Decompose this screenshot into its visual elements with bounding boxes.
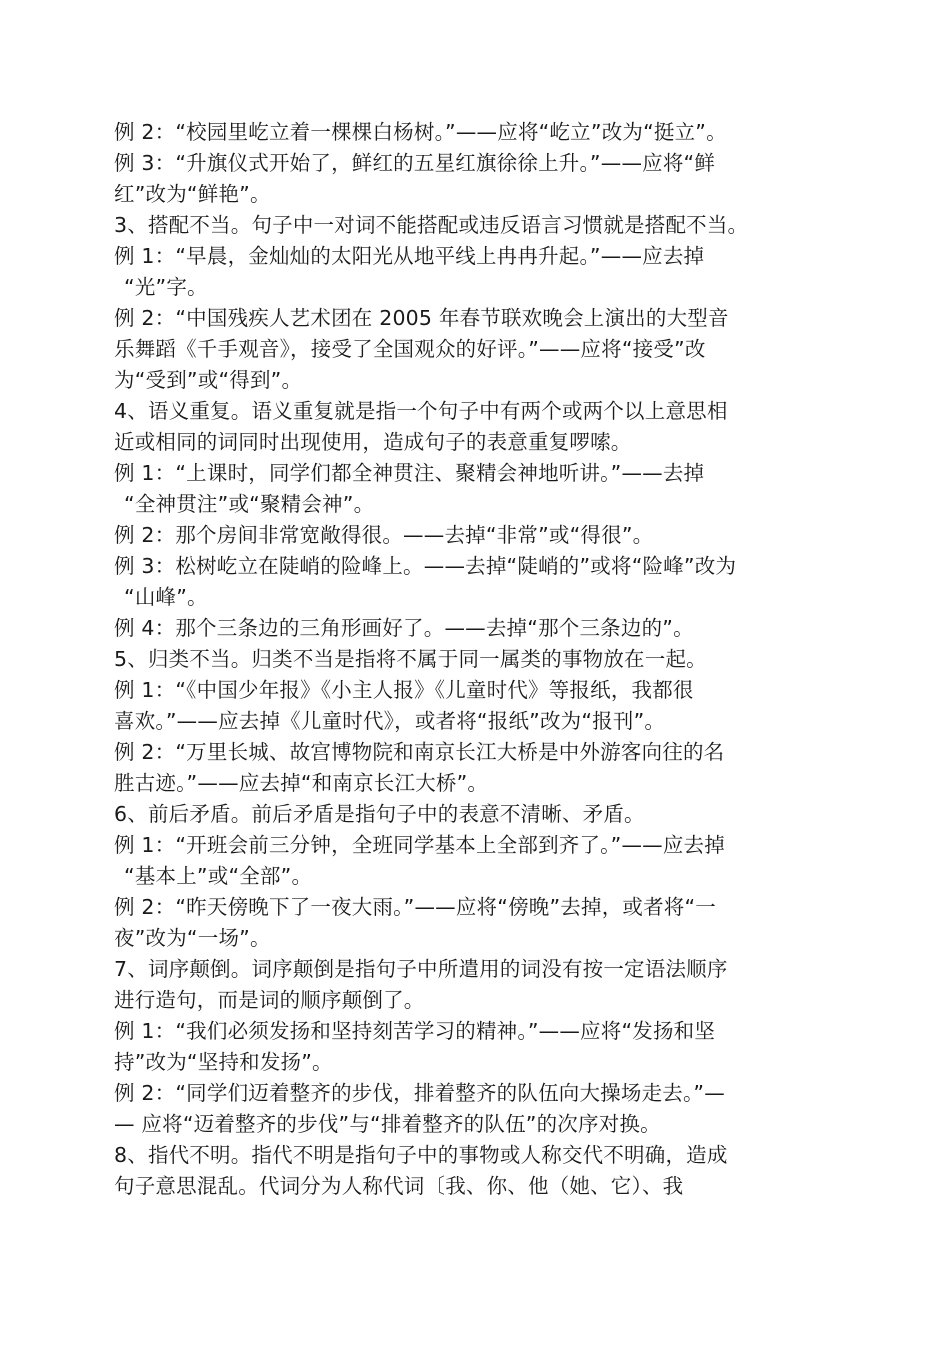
text-line: 例 2：“校园里屹立着一棵棵白杨树。”——应将“屹立”改为“挺立”。 <box>114 120 727 144</box>
text-line: “全神贯注”或“聚精会神”。 <box>124 492 375 516</box>
text-line: 为“受到”或“得到”。 <box>114 368 303 392</box>
text-line: 红”改为“鲜艳”。 <box>114 182 271 206</box>
text-line: 进行造句，而是词的顺序颠倒了。 <box>114 988 425 1012</box>
text-line: 8、指代不明。指代不明是指句子中的事物或人称交代不明确，造成 <box>114 1143 728 1167</box>
text-line: 例 1：“开班会前三分钟，全班同学基本上全部到齐了。”——应去掉 <box>114 833 725 857</box>
text-line: — 应将“迈着整齐的步伐”与“排着整齐的队伍”的次序对换。 <box>114 1112 661 1136</box>
text-line: 6、前后矛盾。前后矛盾是指句子中的表意不清晰、矛盾。 <box>114 802 645 826</box>
text-line: “基本上”或“全部”。 <box>124 864 313 888</box>
text-line: 句子意思混乱。代词分为人称代词〔我、你、他（她、它）、我 <box>114 1174 684 1198</box>
text-line: 胜古迹。”——应去掉“和南京长江大桥”。 <box>114 771 489 795</box>
text-line: 例 2：那个房间非常宽敞得很。——去掉“非常”或“得很”。 <box>114 523 654 547</box>
text-line: 例 1：“上课时，同学们都全神贯注、聚精会神地听讲。”——去掉 <box>114 461 705 485</box>
text-line: “光”字。 <box>124 275 208 299</box>
text-line: 近或相同的词同时出现使用，造成句子的表意重复啰嗦。 <box>114 430 632 454</box>
text-line: 例 3：“升旗仪式开始了，鲜红的五星红旗徐徐上升。”——应将“鲜 <box>114 151 716 175</box>
text-line: 例 4：那个三条边的三角形画好了。——去掉“那个三条边的”。 <box>114 616 694 640</box>
text-line: 例 1：“《中国少年报》《小主人报》《儿童时代》等报纸，我都很 <box>114 678 694 702</box>
text-line: 例 2：“万里长城、故宫博物院和南京长江大桥是中外游客向往的名 <box>114 740 725 764</box>
text-line: 夜”改为“一场”。 <box>114 926 271 950</box>
text-line: 4、语义重复。语义重复就是指一个句子中有两个或两个以上意思相 <box>114 399 728 423</box>
text-line: 例 1：“我们必须发扬和坚持刻苦学习的精神。”——应将“发扬和坚 <box>114 1019 716 1043</box>
text-line: 3、搭配不当。句子中一对词不能搭配或违反语言习惯就是搭配不当。 <box>114 213 749 237</box>
text-line: 例 2：“同学们迈着整齐的步伐，排着整齐的队伍向大操场走去。”— <box>114 1081 725 1105</box>
text-line: 7、词序颠倒。词序颠倒是指句子中所遣用的词没有按一定语法顺序 <box>114 957 728 981</box>
text-line: 例 1：“早晨，金灿灿的太阳光从地平线上冉冉升起。”——应去掉 <box>114 244 705 268</box>
text-line: 持”改为“坚持和发扬”。 <box>114 1050 333 1074</box>
text-line: 例 2：“昨天傍晚下了一夜大雨。”——应将“傍晚”去掉，或者将“一 <box>114 895 717 919</box>
text-line: 例 3：松树屹立在陡峭的险峰上。——去掉“陡峭的”或将“险峰”改为 <box>114 554 737 578</box>
text-line: 乐舞蹈《千手观音》，接受了全国观众的好评。”——应将“接受”改 <box>114 337 706 361</box>
text-line: “山峰”。 <box>124 585 208 609</box>
text-line: 喜欢。”——应去掉《儿童时代》，或者将“报纸”改为“报刊”。 <box>114 709 666 733</box>
text-line: 例 2：“中国残疾人艺术团在 2005 年春节联欢晚会上演出的大型音 <box>114 306 729 330</box>
text-line: 5、归类不当。归类不当是指将不属于同一属类的事物放在一起。 <box>114 647 707 671</box>
